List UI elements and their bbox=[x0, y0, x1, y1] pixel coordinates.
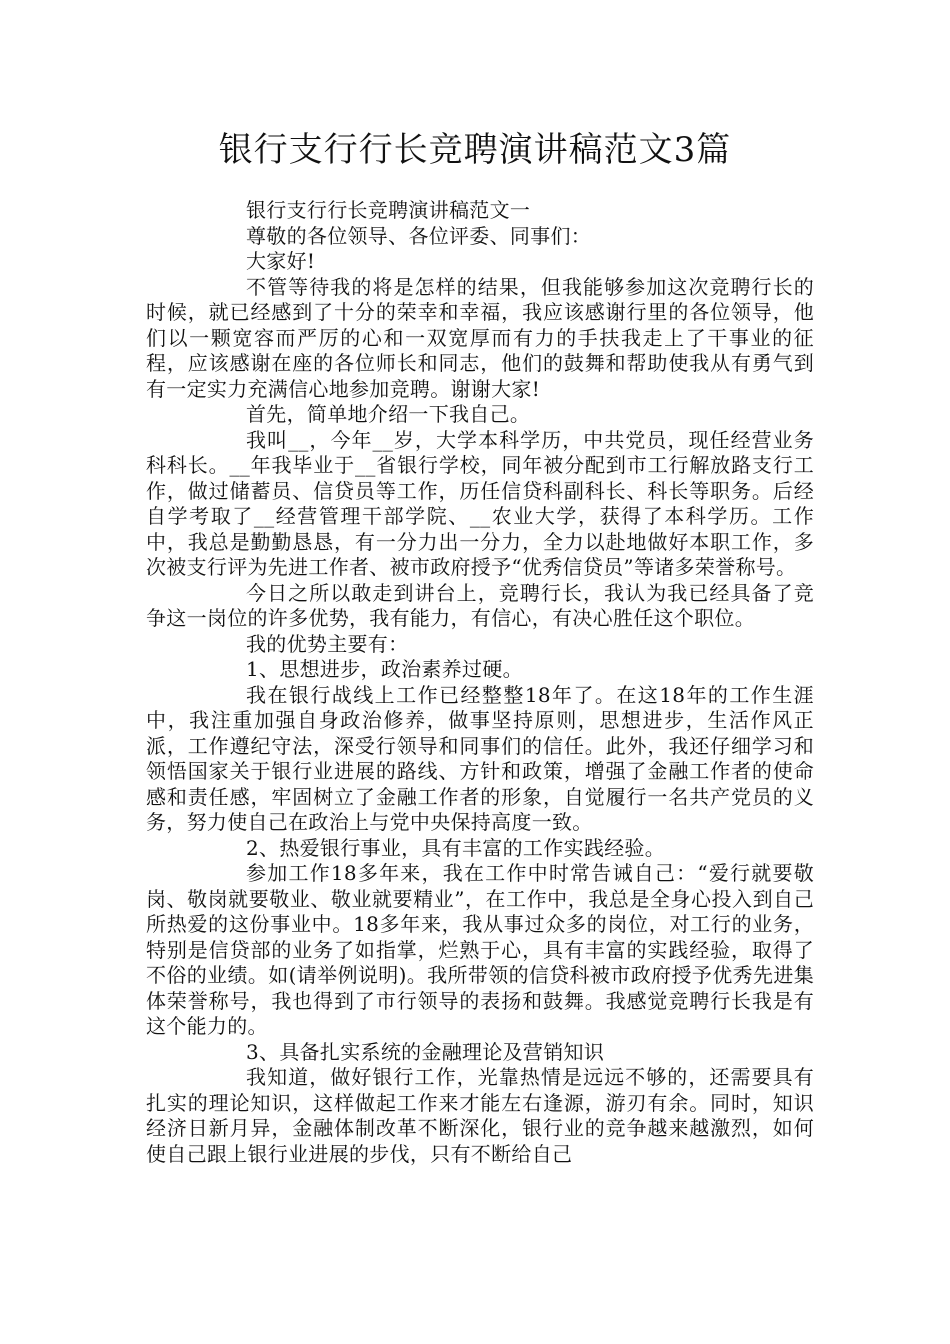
document-body bbox=[146, 198, 814, 1167]
paragraph: 首先，简单地介绍一下我自己。 bbox=[246, 402, 531, 426]
list-heading: 1、思想进步，政治素养过硬。 bbox=[246, 657, 523, 681]
paragraph: 今日之所以敢走到讲台上，竞聘行长，我认为我已经具备了竞争这一岗位的许多优势，我有能力，有信心，有决心胜任这个职位。 bbox=[146, 580, 814, 630]
greeting: 大家好! bbox=[246, 249, 316, 273]
paragraph: 我的优势主要有： bbox=[246, 631, 409, 656]
list-heading: 3、具备扎实系统的金融理论及营销知识 bbox=[246, 1039, 605, 1064]
salutation: 尊敬的各位领导、各位评委、同事们： bbox=[246, 223, 592, 248]
paragraph: 我在银行战线上工作已经整整18年了。在这18年的工作生涯中，我注重加强自身政治修养，做事坚持原则，思想进步，生活作风正派，工作遵纪守法，深受行领导和同事们的信任。此外，我还仔细学习和领悟国家关于银行业进展的路线、方针和政策，增强了金融工作者的使命感和责任感，牢固树立了金融工作者的形象，自觉履行一名共产党员的义务，努力使自己在政治上与党中央保持高度一致。 bbox=[146, 682, 814, 834]
paragraph: 不管等待我的将是怎样的结果，但我能够参加这次竞聘行长的时候，就已经感到了十分的荣幸和幸福，我应该感谢行里的各位领导，他们以一颗宽容而严厉的心和一双宽厚而有力的手扶我走上了干事业的征程，应该感谢在座的各位师长和同志，他们的鼓舞和帮助使我从有勇气到有一定实力充满信心地参加竞聘。谢谢大家! bbox=[146, 274, 814, 401]
section-heading: 银行支行行长竞聘演讲稿范文一 bbox=[246, 198, 531, 222]
paragraph: 参加工作18多年来，我在工作中时常告诫自己：“爱行就要敬岗、敬岗就要敬业、敬业就要精业”，在工作中，我总是全身心投入到自己所热爱的这份事业中。18多年来，我从事过众多的岗位，对工行的业务，特别是信贷部的业务了如指掌，烂熟于心，具有丰富的实践经验，取得了不俗的业绩。如(请举例说明)。我所带领的信贷科被市政府授予优秀先进集体荣誉称号，我也得到了市行领导的表扬和鼓舞。我感觉竞聘行长我是有这个能力的。 bbox=[146, 861, 814, 1038]
paragraph: 我知道，做好银行工作，光靠热情是远远不够的，还需要具有扎实的理论知识，这样做起工作来才能左右逢源，游刃有余。同时，知识经济日新月异，金融体制改革不断深化，银行业的竞争越来越激烈，如何使自己跟上银行业进展的步伐，只有不断给自己 bbox=[146, 1065, 814, 1166]
paragraph: 我叫__，今年__岁，大学本科学历，中共党员，现任经营业务科科长。__年我毕业于__省银行学校，同年被分配到市工行解放路支行工作，做过储蓄员、信贷员等工作，历任信贷科副科长、科长等职务。后经自学考取了__经营管理干部学院、__农业大学，获得了本科学历。工作中，我总是勤勤恳恳，有一分力出一分力，全力以赴地做好本职工作，多次被支行评为先进工作者、被市政府授予“优秀信贷员”等诸多荣誉称号。 bbox=[146, 427, 814, 579]
document-title: 银行支行行长竞聘演讲稿范文3篇 bbox=[218, 130, 732, 170]
list-heading: 2、热爱银行事业，具有丰富的工作实践经验。 bbox=[246, 835, 666, 860]
